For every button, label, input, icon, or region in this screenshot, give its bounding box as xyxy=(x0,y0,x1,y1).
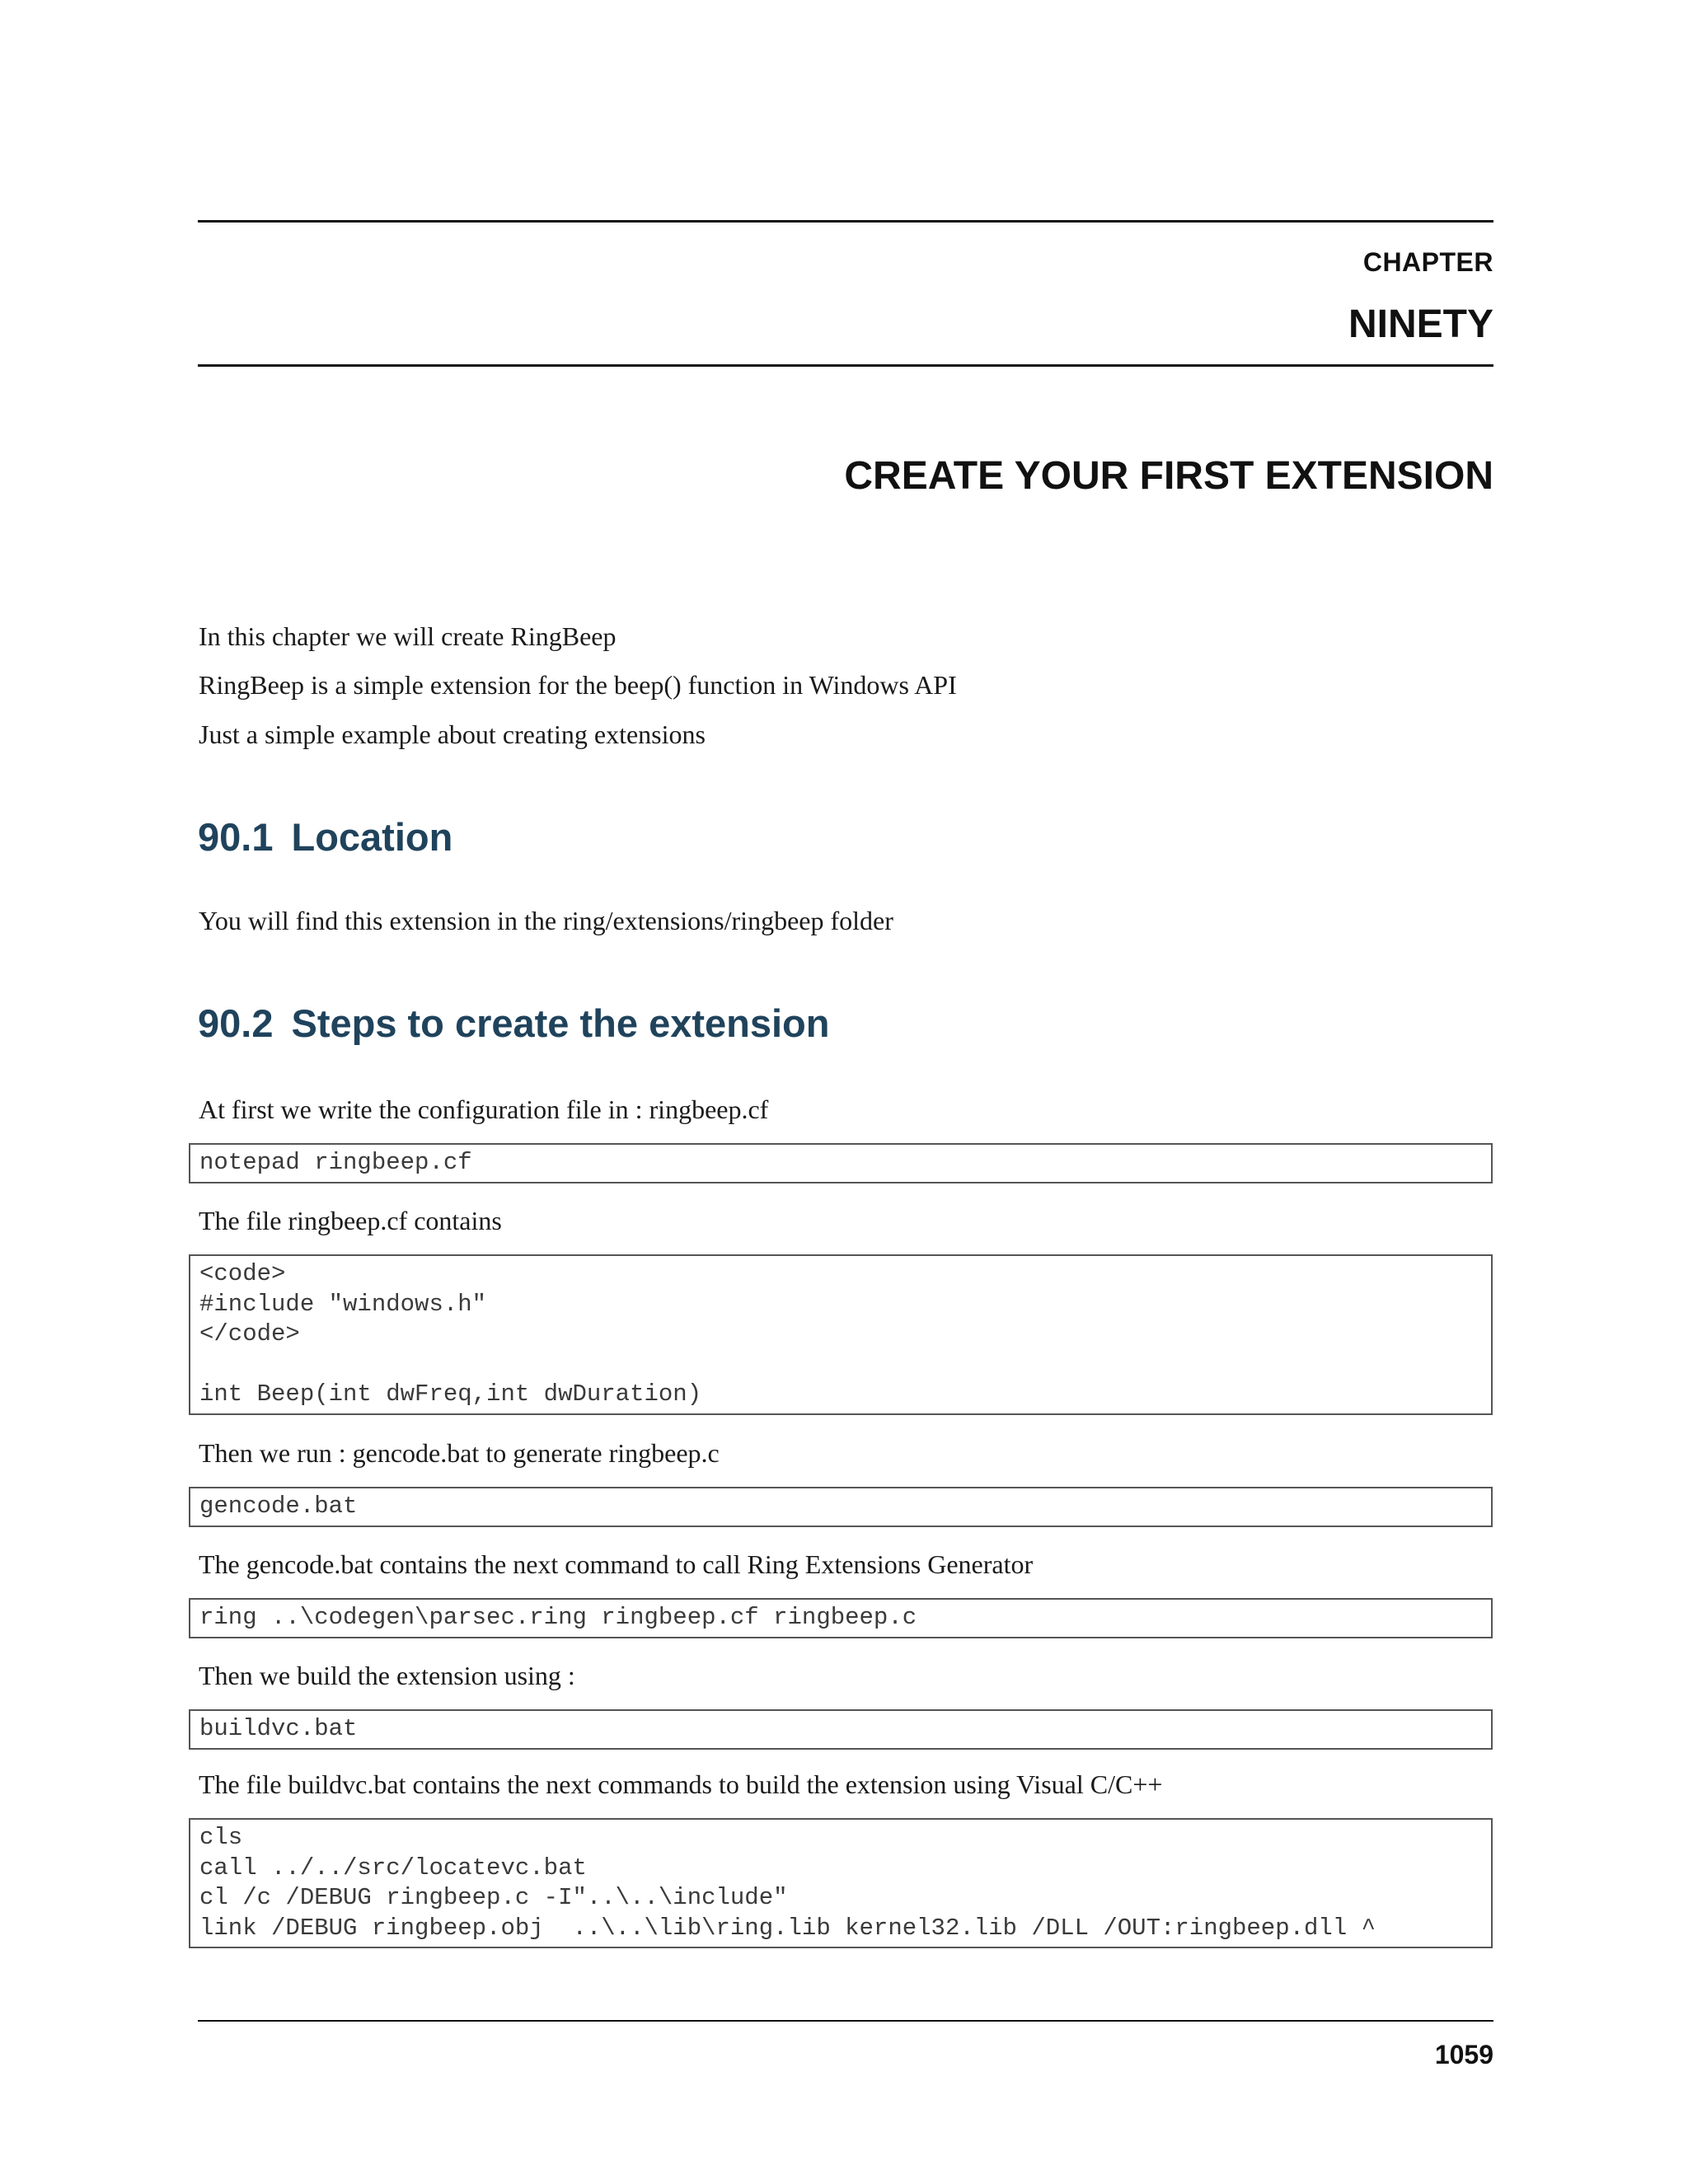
page-number: 1059 xyxy=(1434,2040,1493,2069)
code-line: link /DEBUG ringbeep.obj ..\..\lib\ring.lib kernel32.lib /DLL /OUT:ringbeep.dll ^ xyxy=(199,1914,1376,1942)
code-line: gencode.bat xyxy=(199,1493,358,1520)
chapter-top-rule xyxy=(198,220,1493,223)
intro-paragraph-2: RingBeep is a simple extension for the beep() function in Windows API xyxy=(199,670,957,700)
code-line: ring ..\codegen\parsec.ring ringbeep.cf ringbeep.c xyxy=(199,1604,917,1631)
code-block-6 xyxy=(189,1818,1493,1948)
intro-paragraph-1: In this chapter we will create RingBeep xyxy=(199,621,617,651)
step-paragraph-1: At first we write the configuration file in : ringbeep.cf xyxy=(199,1094,769,1124)
code-line: int Beep(int dwFreq,int dwDuration) xyxy=(199,1380,702,1408)
section-heading-steps xyxy=(198,1001,829,1046)
code-line: #include "windows.h" xyxy=(199,1290,487,1318)
section-title: Steps to create the extension xyxy=(291,1001,830,1045)
location-paragraph: You will find this extension in the ring/extensions/ringbeep folder xyxy=(199,906,893,935)
section-number: 90.1 xyxy=(198,815,274,859)
step-paragraph-6: The file buildvc.bat contains the next commands to build the extension using Visual C/C++ xyxy=(199,1769,1163,1799)
chapter-title: CREATE YOUR FIRST EXTENSION xyxy=(844,454,1493,498)
footer-rule xyxy=(198,2020,1493,2022)
code-block-3 xyxy=(189,1487,1493,1527)
step-paragraph-2: The file ringbeep.cf contains xyxy=(199,1206,502,1235)
code-block-4 xyxy=(189,1598,1493,1638)
chapter-number: NINETY xyxy=(1348,302,1493,346)
step-paragraph-3: Then we run : gencode.bat to generate ringbeep.c xyxy=(199,1438,720,1468)
section-heading-location xyxy=(198,814,452,860)
code-block-2 xyxy=(189,1254,1493,1415)
section-title: Location xyxy=(291,815,453,859)
step-paragraph-4: The gencode.bat contains the next command to call Ring Extensions Generator xyxy=(199,1549,1034,1579)
code-line: notepad ringbeep.cf xyxy=(199,1149,472,1176)
code-line: <code> xyxy=(199,1260,286,1287)
code-line: </code> xyxy=(199,1320,300,1347)
section-number: 90.2 xyxy=(198,1001,274,1045)
chapter-bottom-rule xyxy=(198,364,1493,367)
code-block-1 xyxy=(189,1143,1493,1183)
step-paragraph-5: Then we build the extension using : xyxy=(199,1661,575,1690)
code-line xyxy=(199,1350,1481,1380)
intro-paragraph-3: Just a simple example about creating extensions xyxy=(199,719,706,749)
code-line: call ../../src/locatevc.bat xyxy=(199,1854,587,1882)
code-block-5 xyxy=(189,1709,1493,1750)
code-line: cl /c /DEBUG ringbeep.c -I"..\..\include" xyxy=(199,1884,788,1911)
chapter-label: CHAPTER xyxy=(1362,247,1493,277)
code-line: buildvc.bat xyxy=(199,1715,358,1742)
code-line: cls xyxy=(199,1824,243,1851)
